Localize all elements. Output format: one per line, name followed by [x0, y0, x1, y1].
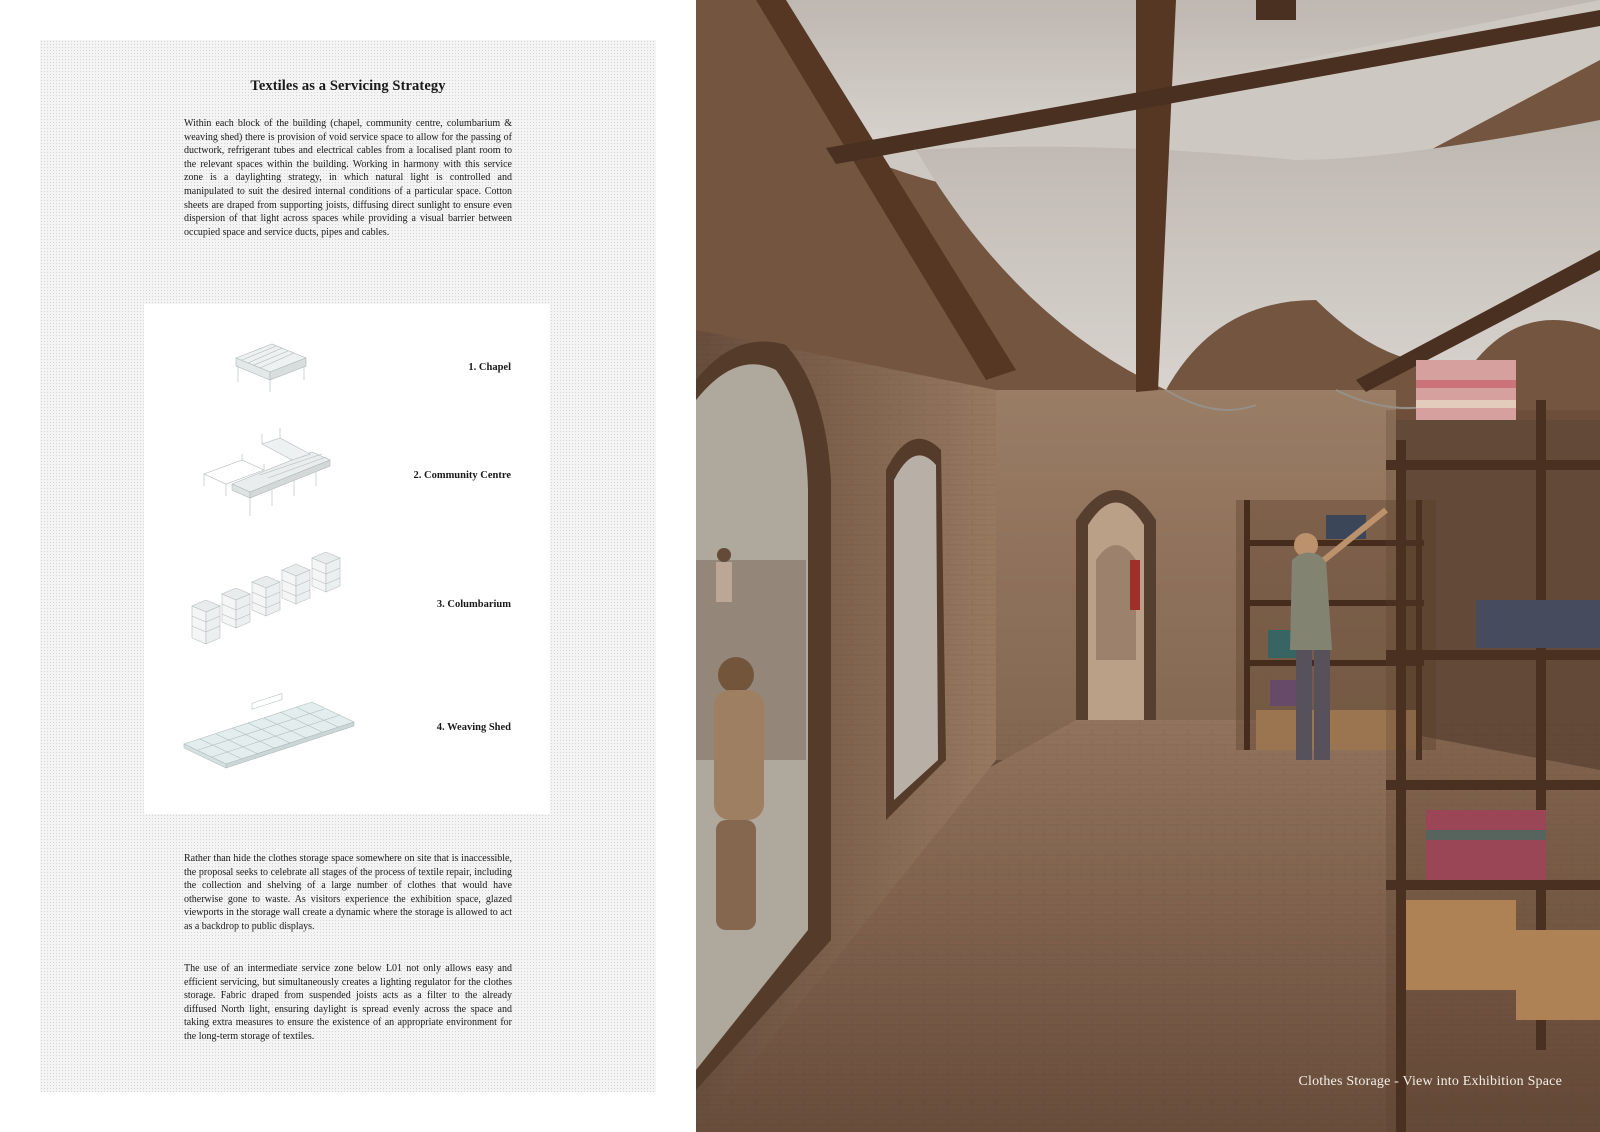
chapel-axonometric — [232, 334, 312, 394]
diagram-label-chapel: 1. Chapel — [468, 362, 511, 373]
columbarium-axonometric — [188, 540, 358, 650]
diagram-label-community-centre: 2. Community Centre — [413, 470, 511, 481]
community-centre-axonometric — [202, 424, 342, 524]
image-caption: Clothes Storage - View into Exhibition Space — [1298, 1074, 1562, 1089]
page-title: Textiles as a Servicing Strategy — [250, 78, 446, 94]
diagram-label-columbarium: 3. Columbarium — [436, 599, 511, 610]
weaving-shed-axonometric — [182, 672, 362, 772]
storage-paragraph: Rather than hide the clothes storage space somewhere on site that is inaccessible, the proposal seeks to celebrate all stages of the process of textile repair, including the collection and shelving of a large number of clothes that would have otherwise gone to waste. As visitors experience the exhibition space, glazed viewports in the storage wall create a dynamic where the storage is allowed to act as a backdrop to public displays. — [184, 853, 512, 932]
text-page — [40, 40, 656, 1092]
render-illustration — [696, 0, 1600, 1132]
service-zone-paragraph: The use of an intermediate service zone below L01 not only allows easy and efficient servicing, but simultaneously creates a lighting regulator for the clothes storage. Fabric draped from suspended joists acts as a filter to the already diffused North light, ensuring daylight is spread evenly across the space and taking extra measures to ensure the existence of an appropriate environment for the long-term storage of textiles. — [184, 963, 512, 1042]
intro-paragraph: Within each block of the building (chapel, community centre, columbarium & weaving shed) there is provision of void service space to allow for the passing of ductwork, refrigerant tubes and electrical cables from a localised plant room to the relevant spaces within the building. Working in harmony with this service zone is a daylighting strategy, in which natural light is controlled and manipulated to suit the desired internal conditions of a particular space. Cotton sheets are draped from supporting joists, diffusing direct sunlight to ensure even dispersion of that light across spaces while providing a visual barrier between occupied space and service ducts, pipes and cables. — [184, 118, 512, 238]
building-blocks-diagram — [144, 304, 550, 814]
diagram-label-weaving-shed: 4. Weaving Shed — [436, 722, 511, 733]
interior-render — [696, 0, 1600, 1132]
